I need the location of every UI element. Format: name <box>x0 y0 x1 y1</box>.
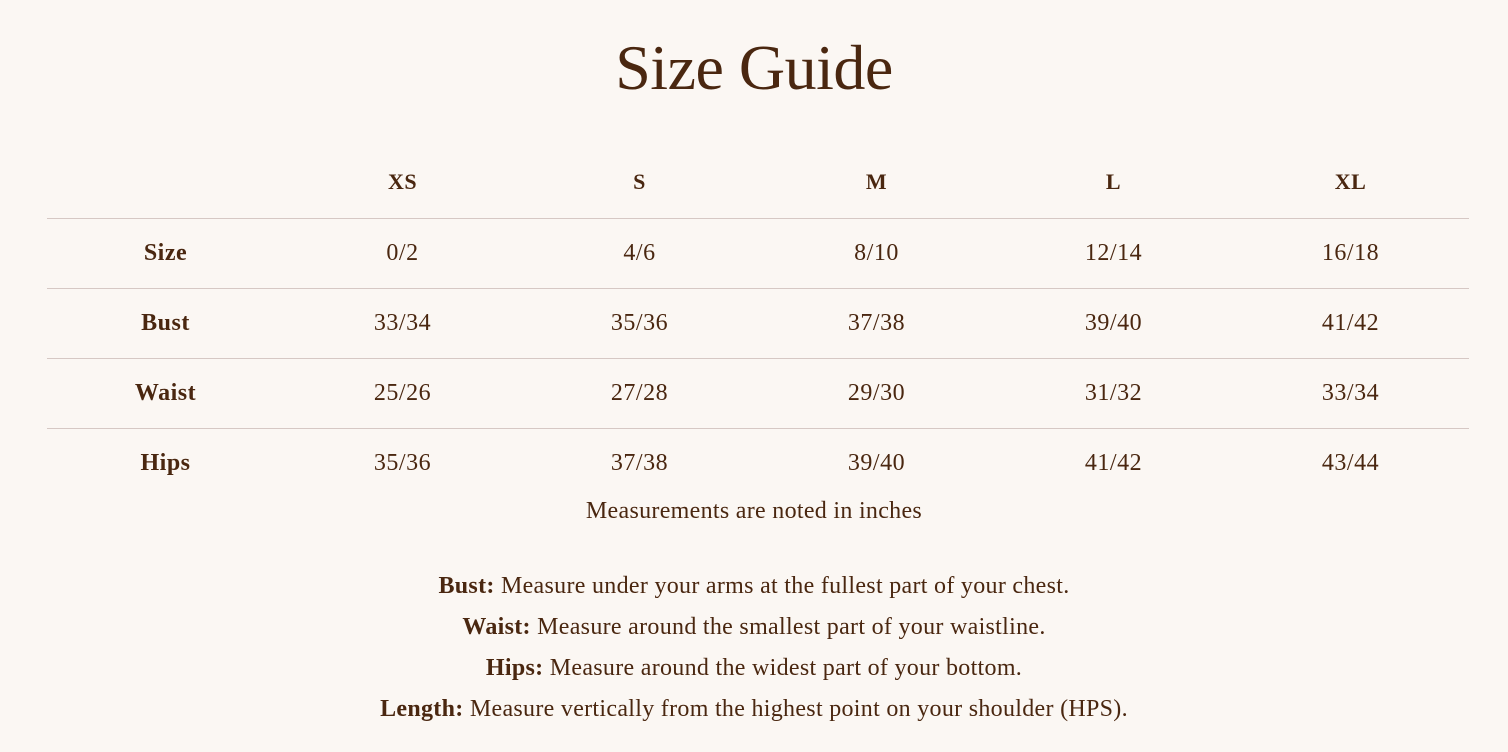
table-cell: 33/34 <box>1321 380 1380 406</box>
definition-hips <box>0 649 1508 690</box>
table-cell: 39/40 <box>1084 310 1143 336</box>
table-cell: 29/30 <box>847 380 906 406</box>
row-label-hips: Hips <box>140 450 191 476</box>
column-header-m: M <box>865 169 888 194</box>
table-cell: 41/42 <box>1084 450 1143 476</box>
table-cell: 27/28 <box>610 380 669 406</box>
column-header-xs: XS <box>387 169 418 194</box>
table-cell: 12/14 <box>1084 240 1143 266</box>
row-label-bust: Bust <box>141 310 190 336</box>
definition-waist <box>0 608 1508 649</box>
table-cell: 39/40 <box>847 450 906 476</box>
definition-text: Measure around the smallest part of your waistline. <box>537 614 1046 640</box>
column-header-s: S <box>633 169 646 194</box>
table-cell: 35/36 <box>610 310 669 336</box>
definition-text: Measure under your arms at the fullest part of your chest. <box>500 573 1070 599</box>
table-row <box>47 429 1469 499</box>
definition-term: Hips: <box>485 655 544 681</box>
table-row <box>47 359 1469 429</box>
table-cell: 0/2 <box>386 240 419 266</box>
size-table <box>47 146 1469 498</box>
table-corner-cell <box>47 146 284 219</box>
measurement-unit-note: Measurements are noted in inches <box>585 498 923 524</box>
table-cell: 8/10 <box>854 240 899 266</box>
table-cell: 35/36 <box>373 450 432 476</box>
measurement-definitions <box>0 567 1508 731</box>
table-cell: 31/32 <box>1084 380 1143 406</box>
definition-term: Waist: <box>462 614 531 640</box>
table-cell: 4/6 <box>623 240 656 266</box>
definition-term: Length: <box>380 696 464 722</box>
table-row <box>47 289 1469 359</box>
row-label-waist: Waist <box>134 380 197 406</box>
page-title: Size Guide <box>615 32 893 103</box>
column-header-xl: XL <box>1334 169 1367 194</box>
row-label-size: Size <box>143 240 188 266</box>
definition-text: Measure vertically from the highest point on your shoulder (HPS). <box>469 696 1128 722</box>
definition-text: Measure around the widest part of your bottom. <box>549 655 1023 681</box>
table-cell: 41/42 <box>1321 310 1380 336</box>
definition-bust <box>0 567 1508 608</box>
column-header-l: L <box>1105 169 1122 194</box>
table-cell: 37/38 <box>610 450 669 476</box>
table-cell: 37/38 <box>847 310 906 336</box>
definition-term: Bust: <box>438 573 495 599</box>
definition-length <box>0 690 1508 731</box>
table-row <box>47 219 1469 289</box>
table-cell: 43/44 <box>1321 450 1380 476</box>
table-cell: 33/34 <box>373 310 432 336</box>
table-cell: 25/26 <box>373 380 432 406</box>
table-cell: 16/18 <box>1321 240 1380 266</box>
table-header-row <box>47 146 1469 219</box>
